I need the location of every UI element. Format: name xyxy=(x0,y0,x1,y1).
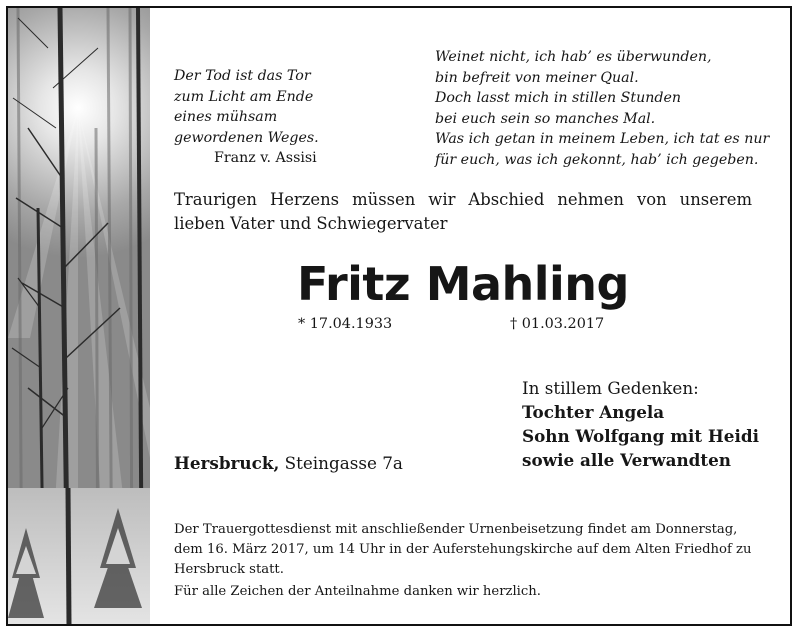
mourners-heading: In stillem Gedenken: xyxy=(522,378,699,398)
mourner-name: Tochter Angela xyxy=(522,402,665,422)
service-notice: Der Trauergottesdienst mit anschließender Urnenbeisetzung findet am Donnerstag, dem 16. März 2017, um 14 Uhr in der Auferstehungskirche auf dem Alten Friedhof zu Hersbruck statt. xyxy=(174,522,752,577)
mourner-name: sowie alle Verwandten xyxy=(522,450,732,470)
quote-left-line: eines mühsam xyxy=(174,109,278,125)
quote-author: Franz v. Assisi xyxy=(214,150,317,166)
quote-right xyxy=(435,47,795,170)
thanks-notice: Für alle Zeichen der Anteilnahme danken wir herzlich. xyxy=(174,584,541,599)
address-city: Hersbruck, xyxy=(174,453,280,473)
mourners-block xyxy=(522,376,782,472)
deceased-name: Fritz Mahling xyxy=(297,257,629,311)
quote-right-line: bei euch sein so manches Mal. xyxy=(435,110,656,127)
quote-left-line: zum Licht am Ende xyxy=(174,88,314,105)
death-date: † 01.03.2017 xyxy=(510,316,605,332)
intro-text: Traurigen Herzens müssen wir Abschied nehmen von unserem lieben Vater und Schwiegervater xyxy=(174,190,752,233)
quote-left-line: Der Tod ist das Tor xyxy=(174,68,311,84)
birth-date: * 17.04.1933 xyxy=(298,316,393,332)
address-street: Steingasse 7a xyxy=(284,453,403,473)
quote-right-line: für euch, was ich gekonnt, hab’ ich gegeben. xyxy=(435,151,759,168)
forest-photo xyxy=(8,8,150,624)
address xyxy=(174,451,494,475)
quote-right-line: Weinet nicht, ich hab’ es überwunden, xyxy=(435,49,712,65)
quote-left xyxy=(174,66,374,169)
quote-right-line: Doch lasst mich in stillen Stunden xyxy=(435,90,681,106)
quote-right-line: Was ich getan in meinem Leben, ich tat es nur xyxy=(435,131,770,147)
forest-sunlight-image xyxy=(8,8,150,624)
quote-left-line: gewordenen Weges. xyxy=(174,129,319,146)
quote-right-line: bin befreit von meiner Qual. xyxy=(435,69,639,86)
obituary-frame xyxy=(6,6,792,626)
mourner-name: Sohn Wolfgang mit Heidi xyxy=(522,426,759,446)
